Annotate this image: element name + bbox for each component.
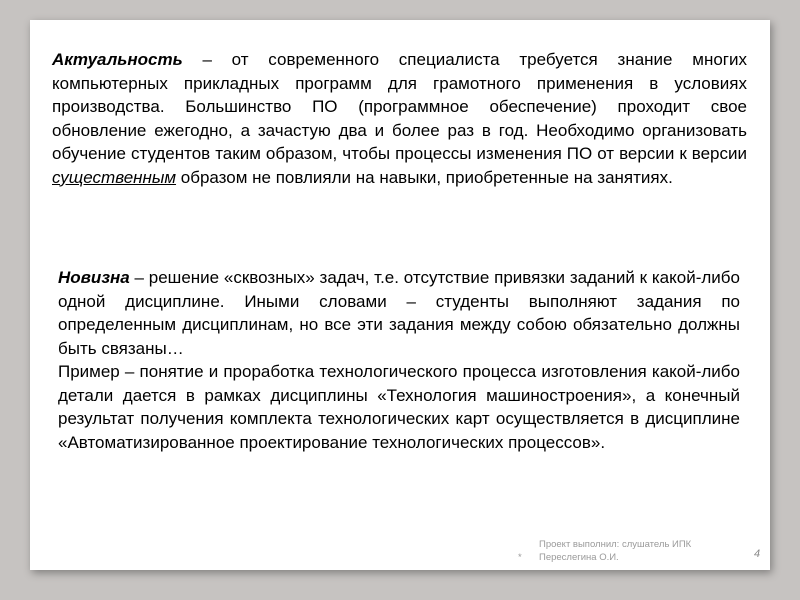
relevance-paragraph <box>52 48 747 189</box>
novelty-text: – решение «сквозных» задач, т.е. отсутствие привязки заданий к какой-либо одной дисциплине. Иными словами – студенты выполняют задания по определенным дисциплинам, но все эти задания между собою обязательно должны быть связаны… <box>58 268 740 358</box>
page-number: 4 <box>754 548 761 560</box>
footer-star: * <box>518 552 522 563</box>
footer-author-line-2: Переслегина О.И. <box>539 552 619 563</box>
novelty-block <box>58 266 740 454</box>
footer-author <box>539 538 739 564</box>
slide <box>30 20 770 570</box>
example-paragraph: Пример – понятие и проработка технологического процесса изготовления какой-либо детали дается в рамках дисциплины «Технология машиностроения», а конечный результат получения комплекта технологических карт осуществляется в дисциплине «Автоматизированное проектирование технологических процессов». <box>58 362 740 452</box>
relevance-text-part1: – от современного специалиста требуется знание многих компьютерных прикладных программ для грамотного применения в условиях производства. Большинство ПО (программное обеспечение) проходит свое обновление ежегодно, а зачастую два и более раз в год. Необходимо организовать обучение студентов таким образом, чтобы процессы изменения ПО от версии к версии <box>52 50 747 163</box>
novelty-paragraph <box>58 266 740 360</box>
novelty-term: Новизна <box>58 268 130 287</box>
relevance-emphasis: существенным <box>52 167 177 187</box>
relevance-text-part2: образом не повлияли на навыки, приобретенные на занятиях. <box>176 167 673 187</box>
footer-author-line-1: Проект выполнил: слушатель ИПК <box>539 539 692 550</box>
relevance-term: Актуальность <box>52 50 183 69</box>
